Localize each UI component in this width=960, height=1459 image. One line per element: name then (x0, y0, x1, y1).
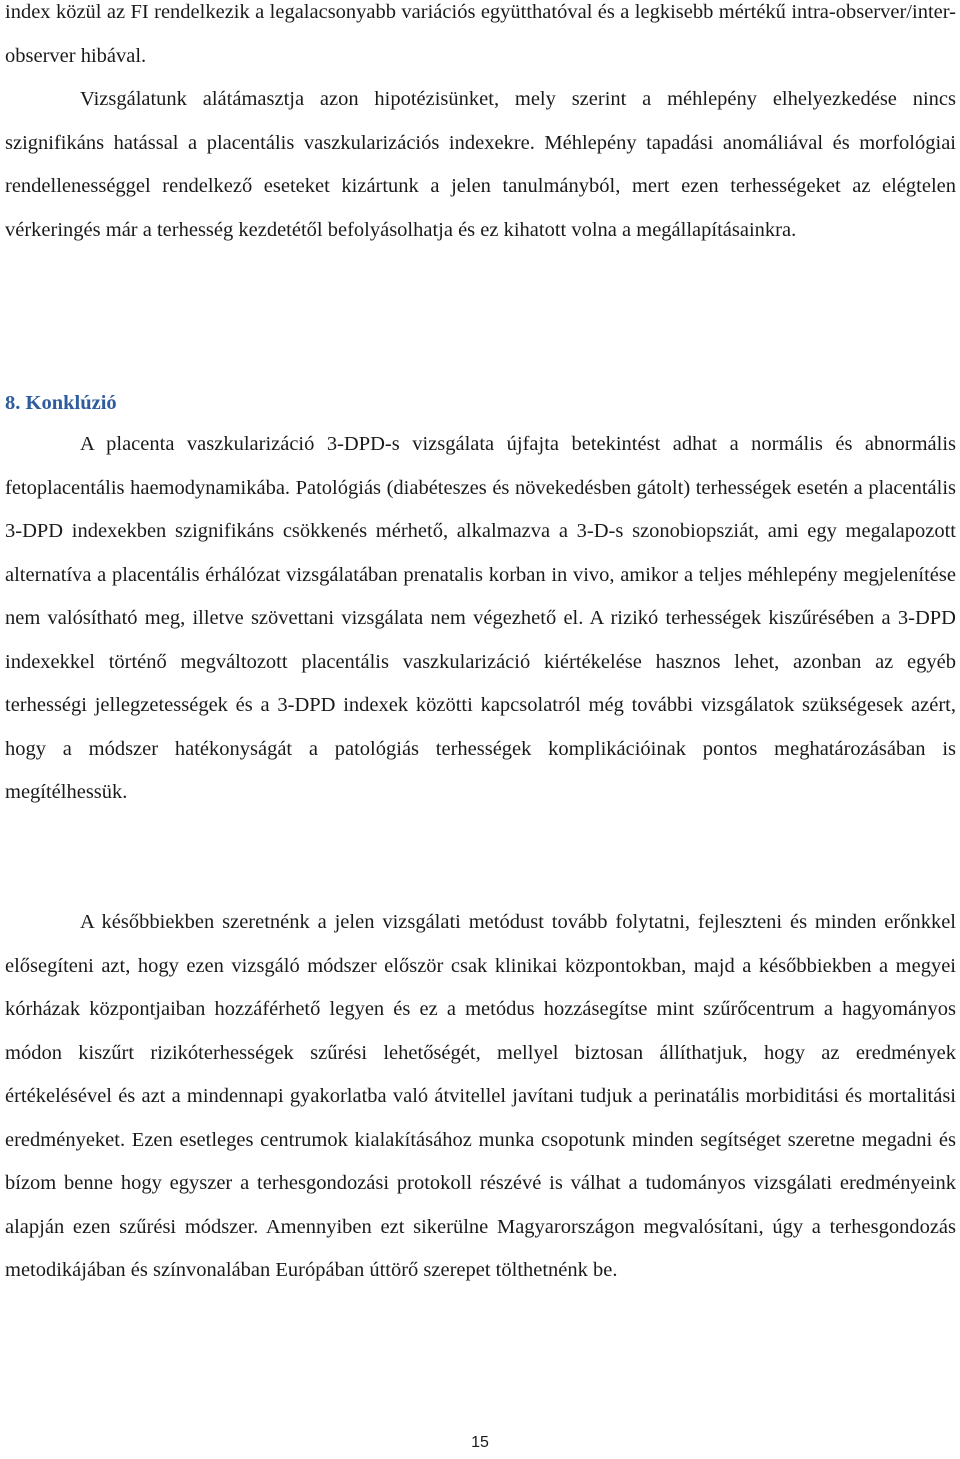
future-block (5, 901, 956, 1293)
section-title: Konklúzió (25, 392, 117, 414)
paragraph-hypothesis: Vizsgálatunk alátámasztja azon hipotézisünket, mely szerint a méhlepény elhelyezkedése nincs szignifikáns hatással a placentális vaszkularizációs indexekre. Méhlepény tapadási anomáliával és morfológiai rendellenességgel rendelkező eseteket kizártunk a jelen tanulmányból, mert ezen terhességeket az elégtelen vérkeringés már a terhesség kezdetétől befolyásolhatja és ez kihatott volna a megállapításainkra. (5, 88, 956, 241)
section-heading (5, 382, 117, 426)
paragraph-top: index közül az FI rendelkezik a legalacsonyabb variációs együtthatóval és a legkisebb mértékű intra-observer/inter-observer hibával. (5, 1, 956, 67)
paragraph-continuation (5, 0, 956, 252)
paragraph-future: A későbbiekben szeretnénk a jelen vizsgálati metódust tovább folytatni, fejleszteni és minden erőnkkel elősegíteni azt, hogy ezen vizsgáló módszer először csak klinikai központokban, majd a későbbiekben a megyei kórházak központjaiban hozzáférhető legyen és ez a metódus hozzásegítse mint szűrőcentrum a hagyományos módon kiszűrt rizikóterhességek szűrési lehetőségét, mellyel biztosan állíthatjuk, hogy az eredmények értékelésével és azt a mindennapi gyakorlatba való átvitellel javítani tudjuk a perinatális morbiditási és mortalitási eredményeket. Ezen esetleges centrumok kialakításához munka csopotunk minden segítséget szeretne megadni és bízom benne hogy egyszer a terhesgondozási protokoll részévé is válhat a tudományos vizsgálati eredményeink alapján ezen szűrési módszer. Amennyiben ezt sikerülne Magyarországon megvalósítani, úgy a terhesgondozás metodikájában és színvonalában Európában úttörő szerepet tölthetnénk be. (5, 911, 956, 1281)
conclusion-block (5, 423, 956, 815)
section-number: 8. (5, 392, 21, 414)
paragraph-conclusion: A placenta vaszkularizáció 3-DPD-s vizsgálata újfajta betekintést adhat a normális és abnormális fetoplacentális haemodynamikába. Patológiás (diabéteszes és növekedésben gátolt) terhességek esetén a placentális 3-DPD indexekben szignifikáns csökkenés mérhető, alkalmazva a 3-D-s szonobiopsziát, ami egy megalapozott alternatíva a placentális érhálózat vizsgálatában prenatalis korban in vivo, amikor a teljes méhlepény megjelenítése nem valósítható meg, illetve szövettani vizsgálata nem végezhető el. A rizikó terhességek kiszűrésében a 3-DPD indexekkel történő megváltozott placentális vaszkularizáció kiértékelése hasznos lehet, azonban az egyéb terhességi jellegzetességek és a 3-DPD indexek közötti kapcsolatról még további vizsgálatok szükségesek azért, hogy a módszer hatékonyságát a patológiás terhességek komplikációinak pontos meghatározásában is megítélhessük. (5, 433, 956, 803)
page-number: 15 (471, 1434, 489, 1451)
